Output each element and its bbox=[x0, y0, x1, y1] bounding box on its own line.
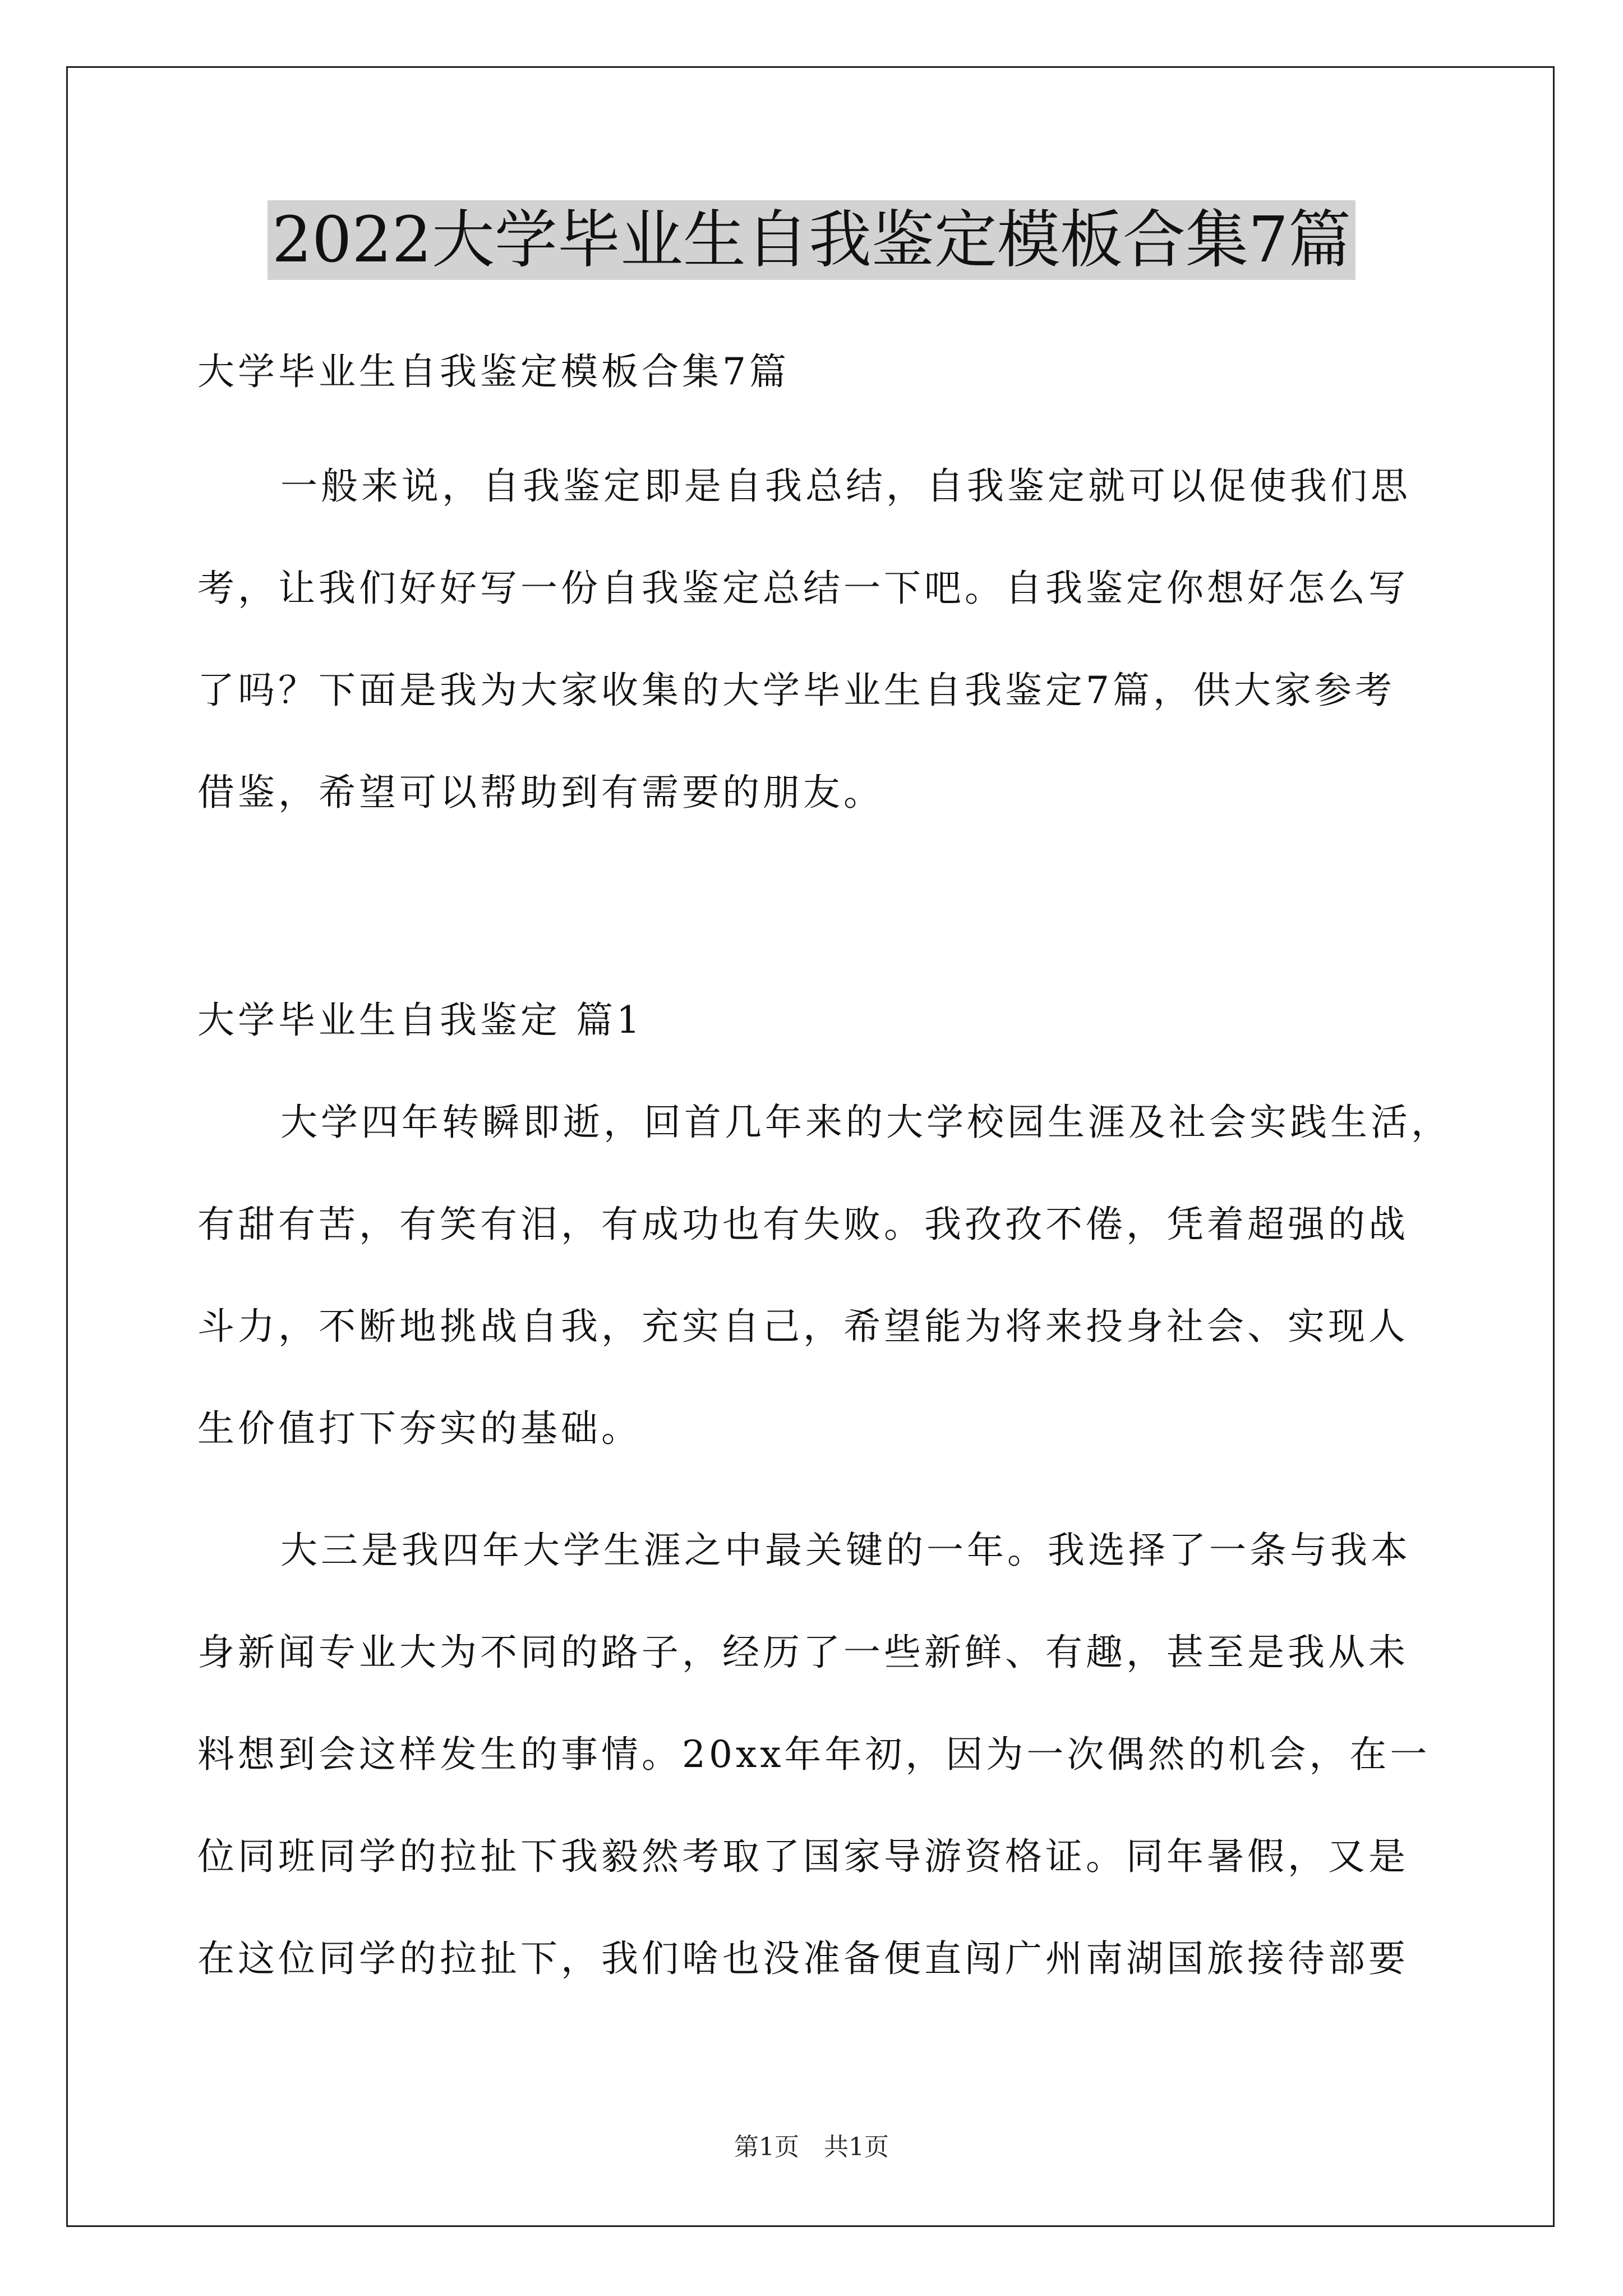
para1-line: 斗力，不断地挑战自我，充实自己，希望能为将来投身社会、实现人 bbox=[197, 1305, 1409, 1348]
para1-line: 有甜有苦，有笑有泪，有成功也有失败。我孜孜不倦，凭着超强的战 bbox=[197, 1203, 1409, 1246]
intro-line: 一般来说，自我鉴定即是自我总结，自我鉴定就可以促使我们思 bbox=[280, 464, 1411, 508]
para1-line: 生价值打下夯实的基础。 bbox=[197, 1407, 642, 1450]
para2-line: 大三是我四年大学生涯之中最关键的一年。我选择了一条与我本 bbox=[280, 1529, 1411, 1572]
intro-line: 考，让我们好好写一份自我鉴定总结一下吧。自我鉴定你想好怎么写 bbox=[197, 567, 1409, 610]
document-subtitle: 大学毕业生自我鉴定模板合集7篇 bbox=[197, 350, 790, 393]
para2-line: 位同班同学的拉扯下我毅然考取了国家导游资格证。同年暑假，又是 bbox=[197, 1835, 1409, 1878]
para1-line: 大学四年转瞬即逝，回首几年来的大学校园生涯及社会实践生活， bbox=[280, 1101, 1451, 1144]
intro-line: 了吗？下面是我为大家收集的大学毕业生自我鉴定7篇，供大家参考 bbox=[197, 669, 1395, 712]
para2-line: 在这位同学的拉扯下，我们啥也没准备便直闯广州南湖国旅接待部要 bbox=[197, 1937, 1409, 1980]
section-heading: 大学毕业生自我鉴定 篇1 bbox=[197, 999, 643, 1042]
para2-line: 料想到会这样发生的事情。20xx年年初，因为一次偶然的机会，在一 bbox=[197, 1733, 1431, 1776]
document-title-text: 2022大学毕业生自我鉴定模板合集7篇 bbox=[268, 200, 1355, 280]
page-footer: 第1页 共1页 bbox=[734, 2133, 889, 2161]
document-title bbox=[0, 201, 1623, 279]
intro-line: 借鉴，希望可以帮助到有需要的朋友。 bbox=[197, 771, 884, 814]
para2-line: 身新闻专业大为不同的路子，经历了一些新鲜、有趣，甚至是我从未 bbox=[197, 1631, 1409, 1674]
